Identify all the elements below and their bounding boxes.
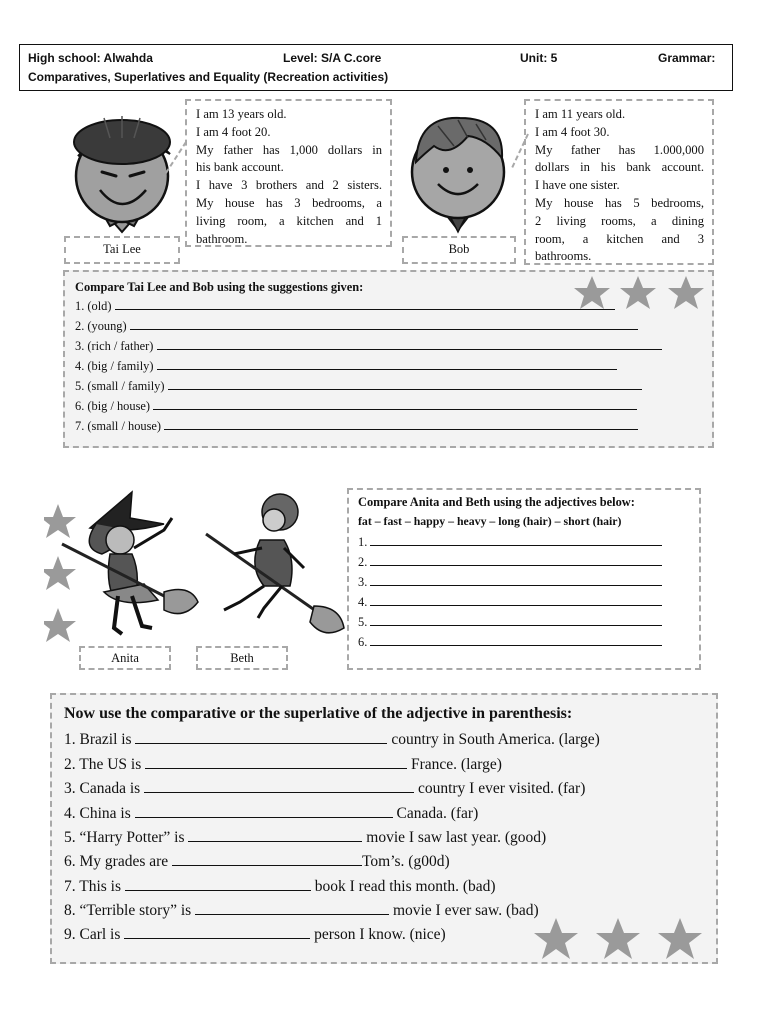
- ex1-prompt: 1. (old): [75, 299, 112, 313]
- exercise2-title: Compare Anita and Beth using the adjectives below:: [358, 495, 635, 509]
- answer-line[interactable]: [195, 901, 389, 915]
- bob-cartoon: [398, 106, 520, 236]
- ex1-prompt: 7. (small / house): [75, 419, 162, 433]
- ex3-post: movie I ever saw. (bad): [392, 902, 539, 919]
- ex2-prompt: 3.: [358, 575, 368, 589]
- star-icon: [668, 276, 704, 309]
- ex3-pre: 2. The US is: [64, 756, 142, 773]
- beth-witch-cartoon: [204, 490, 352, 650]
- ex3-pre: 4. China is: [64, 805, 131, 822]
- ex1-prompt: 5. (small / family): [75, 379, 165, 393]
- bubble-line: I have one sister.: [535, 178, 620, 193]
- ex1-prompt: 6. (big / house): [75, 399, 151, 413]
- bubble-line: his bank account.: [196, 160, 284, 175]
- answer-line[interactable]: [135, 730, 387, 744]
- bubble-line: living room, a kitchen and 1: [196, 213, 382, 228]
- ex3-post: Tom’s. (g00d): [362, 853, 450, 870]
- stars-rating: [532, 916, 708, 964]
- answer-line[interactable]: [144, 779, 414, 793]
- ex3-post: country in South America. (large): [391, 731, 600, 748]
- school-label: High school: Alwahda: [28, 51, 153, 65]
- bubble-line: My father has 1,000 dollars in: [196, 142, 382, 157]
- answer-line[interactable]: [115, 298, 615, 310]
- answer-line[interactable]: [157, 358, 617, 370]
- ex2-prompt: 2.: [358, 555, 368, 569]
- answer-line[interactable]: [370, 554, 662, 566]
- level-label: Level: S/A C.core: [283, 51, 382, 65]
- ex3-post: France. (large): [410, 756, 502, 773]
- topic-label: Comparatives, Superlatives and Equality (Recreation activities): [28, 70, 389, 84]
- tai-lee-namebox: Tai Lee: [64, 236, 180, 264]
- bubble-line: room, a kitchen and 3: [535, 231, 704, 246]
- ex3-post: country I ever visited. (far): [417, 780, 586, 797]
- bubble-line: dollars in his bank account.: [535, 160, 704, 175]
- ex3-pre: 7. This is: [64, 878, 121, 895]
- ex3-pre: 6. My grades are: [64, 853, 169, 870]
- tai-lee-bubble: [185, 99, 392, 247]
- answer-line[interactable]: [130, 318, 638, 330]
- ex3-post: person I know. (nice): [314, 926, 446, 943]
- answer-line[interactable]: [370, 594, 662, 606]
- ex2-prompt: 5.: [358, 615, 368, 629]
- answer-line[interactable]: [124, 925, 310, 939]
- answer-line[interactable]: [370, 574, 662, 586]
- answer-line[interactable]: [145, 755, 407, 769]
- answer-line[interactable]: [370, 634, 662, 646]
- ex2-prompt: 6.: [358, 635, 368, 649]
- stars-rating: [572, 274, 710, 314]
- answer-line[interactable]: [164, 418, 638, 430]
- bubble-line: 2 living rooms, a dining: [535, 213, 704, 228]
- anita-namebox: Anita: [79, 646, 171, 670]
- answer-line[interactable]: [370, 614, 662, 626]
- answer-line[interactable]: [188, 828, 362, 842]
- answer-line[interactable]: [168, 378, 642, 390]
- bubble-line: bathrooms.: [535, 249, 592, 264]
- ex3-post: movie I saw last year. (good): [366, 829, 547, 846]
- bubble-line: My father has 1.000,000: [535, 142, 704, 157]
- beth-namebox: Beth: [196, 646, 288, 670]
- bubble-line: I am 11 years old.: [535, 107, 626, 121]
- bob-bubble: [524, 99, 714, 265]
- bubble-line: I am 13 years old.: [196, 107, 287, 121]
- exercise3-title: Now use the comparative or the superlative of the adjective in parenthesis:: [64, 705, 573, 722]
- answer-line[interactable]: [153, 398, 637, 410]
- answer-line[interactable]: [125, 877, 311, 891]
- ex3-pre: 1. Brazil is: [64, 731, 132, 748]
- worksheet-header: [19, 44, 733, 91]
- answer-line[interactable]: [135, 804, 393, 818]
- unit-label: Unit: 5: [520, 51, 558, 65]
- ex2-prompt: 4.: [358, 595, 368, 609]
- bubble-line: My house has 5 bedrooms,: [535, 195, 704, 210]
- star-icon: [658, 918, 702, 959]
- ex3-post: book I read this month. (bad): [314, 878, 496, 895]
- exercise2-adjectives: fat – fast – happy – heavy – long (hair) – short (hair): [358, 514, 622, 528]
- ex3-pre: 3. Canada is: [64, 780, 141, 797]
- bubble-line: bathroom.: [196, 231, 248, 246]
- bob-namebox: Bob: [402, 236, 516, 264]
- bubble-line: I am 4 foot 30.: [535, 124, 610, 139]
- answer-line[interactable]: [157, 338, 662, 350]
- anita-witch-cartoon: [60, 488, 200, 644]
- answer-line[interactable]: [172, 852, 362, 866]
- ex1-prompt: 3. (rich / father): [75, 339, 154, 353]
- bubble-line: I am 4 foot 20.: [196, 124, 271, 139]
- ex1-prompt: 4. (big / family): [75, 359, 154, 373]
- star-icon: [534, 918, 578, 959]
- ex3-post: Canada. (far): [396, 805, 479, 822]
- ex1-prompt: 2. (young): [75, 319, 127, 333]
- star-icon: [620, 276, 656, 309]
- answer-line[interactable]: [370, 534, 662, 546]
- star-icon: [574, 276, 610, 309]
- ex2-prompt: 1.: [358, 535, 368, 549]
- star-icon: [596, 918, 640, 959]
- ex3-pre: 5. “Harry Potter” is: [64, 829, 185, 846]
- exercise2-box: [347, 488, 701, 670]
- ex3-pre: 9. Carl is: [64, 926, 121, 943]
- exercise1-title: Compare Tai Lee and Bob using the suggestions given:: [75, 280, 364, 294]
- bubble-line: I have 3 brothers and 2 sisters.: [196, 178, 382, 193]
- grammar-label: Grammar:: [658, 51, 716, 65]
- ex3-pre: 8. “Terrible story” is: [64, 902, 192, 919]
- bubble-line: My house has 3 bedrooms, a: [196, 195, 382, 210]
